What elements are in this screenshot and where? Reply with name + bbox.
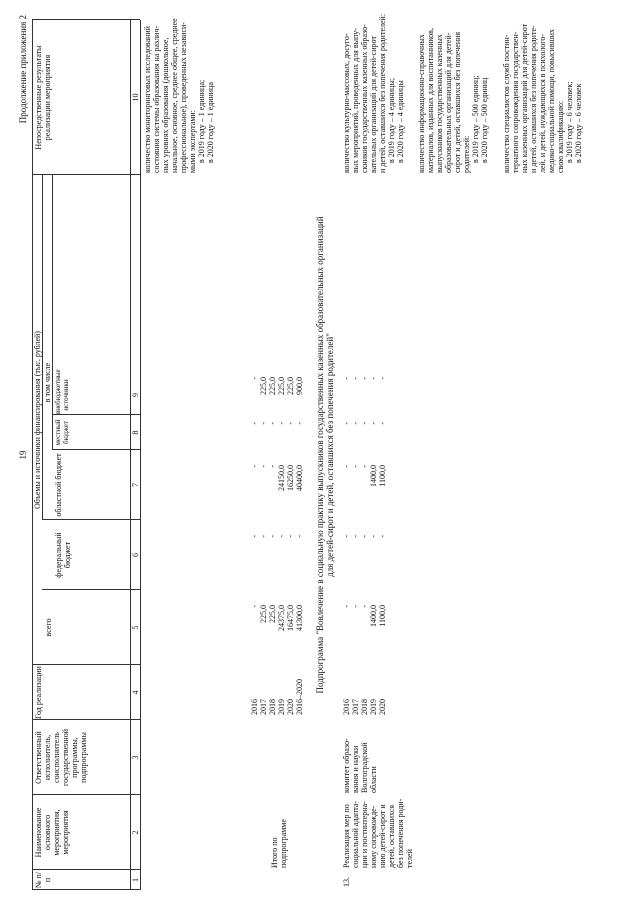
col-num-3: 3 (131, 755, 140, 760)
total-result: количество мониторинговых исследований состояния системы образования на различ- ных уровнях образования (дошкольное, начальное, основное, среднее общее, среднее профессиональное), проведенных независи- мыми экспертами: в 2019 году – 1 единица; в 2020 году – 1 единица (143, 18, 215, 173)
total-local: - - - - - - (250, 422, 304, 425)
col-num-1: 1 (131, 878, 140, 882)
total-extra: - 225,0 225,0 225,0 225,0 900,0 (250, 377, 304, 395)
row13-number: 13. (342, 877, 351, 887)
header-executor: Ответственный исполнитель, соисполнитель государственной программы, подпрограммы (34, 729, 88, 787)
header-total: всего (44, 618, 53, 637)
row13-result-specialists: количество специалистов служб постин- тернатного сопровождения государствен- ных казенных организаций для детей-сирот и детей, оставшихся без попечения родите- лей, и детей, нуждающихся в психолого- медико-социальной помощи, повысивших свою квалификацию: в 2019 году – 6 человек; в 2020 году – 6 человек (502, 23, 583, 173)
row13-name: Реализация мер по социальной адапта- ции и постинтерна- ному сопровожде- нию детей-сирот и детей, оставшихся без попечения роди- телей (342, 798, 414, 868)
header-regional: областной бюджет (54, 453, 63, 517)
header-including: в том числе (43, 362, 52, 403)
row13-federal: - - - - - (342, 535, 387, 538)
row13-total: - - - 1400,0 1100,0 (342, 605, 387, 627)
header-activity-name: Наименование основного мероприятия, мероприятия (34, 807, 70, 858)
subprogram-title: Подпрограмма "Вовлечение в социальную практику выпускников государственных казенных образовательных организаций для детей-сирот и детей, оставшихся без попечения родителей" (315, 216, 335, 694)
total-row-label: Итого по подпрограмме (270, 819, 288, 868)
col-num-5: 5 (131, 625, 140, 630)
total-regional: - - - 24150,0 16250,0 40400,0 (250, 465, 304, 491)
row13-executor: комитет образо- вания и науки Волгоградской области (342, 738, 378, 793)
header-extra: внебюджетные источники (54, 369, 70, 414)
row13-result-materials: количество информационно-справочных материалов, изданных для воспитанников, выпускников государственных казенных образовательных организаций для детей- сирот и детей, оставшихся без попечения родителей: в 2019 году – 500 единиц; в 2020 году – 500 единиц (417, 28, 489, 173)
row13-regional: - - - 1400,0 1100,0 (342, 465, 387, 487)
header-funding-group: Объемы и источники финансирования (тыс. рублей) (33, 331, 42, 509)
page-number: 19 (18, 450, 28, 460)
continuation-label: Продолжение приложения 2 (18, 15, 28, 124)
col-num-7: 7 (131, 483, 140, 487)
col-num-9: 9 (131, 393, 140, 397)
row13-extra: - - - - - (342, 377, 387, 380)
row13-years: 2016 2017 2018 2019 2020 (342, 699, 387, 715)
header-local: местный бюджет (54, 419, 70, 446)
row13-local: - - - - - (342, 422, 387, 425)
header-results: Непосредственные результаты реализации мероприятия (34, 45, 52, 150)
col-num-8: 8 (131, 430, 140, 435)
header-year: Год реализации (34, 666, 43, 719)
total-years: 2016 2017 2018 2019 2020 2016–2020 (250, 679, 304, 715)
col-num-6: 6 (131, 553, 140, 557)
col-num-10: 10 (131, 93, 140, 102)
total-amounts: - 225,0 225,0 24375,0 16475,0 41300,0 (250, 605, 304, 631)
total-federal: - - - - - - (250, 535, 304, 538)
header-number: № п/п (34, 871, 52, 889)
row13-result-events: количество культурно-массовых, досуго- вых мероприятий, проведенных для выпу- скников государственных казенных образо- вательных организаций для детей-сирот и детей, оставшихся без попечения родителей: в 2019 году – 4 единицы; в 2020 году – 4 единицы (342, 13, 405, 173)
header-federal: федеральный бюджет (54, 532, 72, 578)
col-num-2: 2 (131, 830, 140, 835)
col-num-4: 4 (131, 690, 140, 695)
